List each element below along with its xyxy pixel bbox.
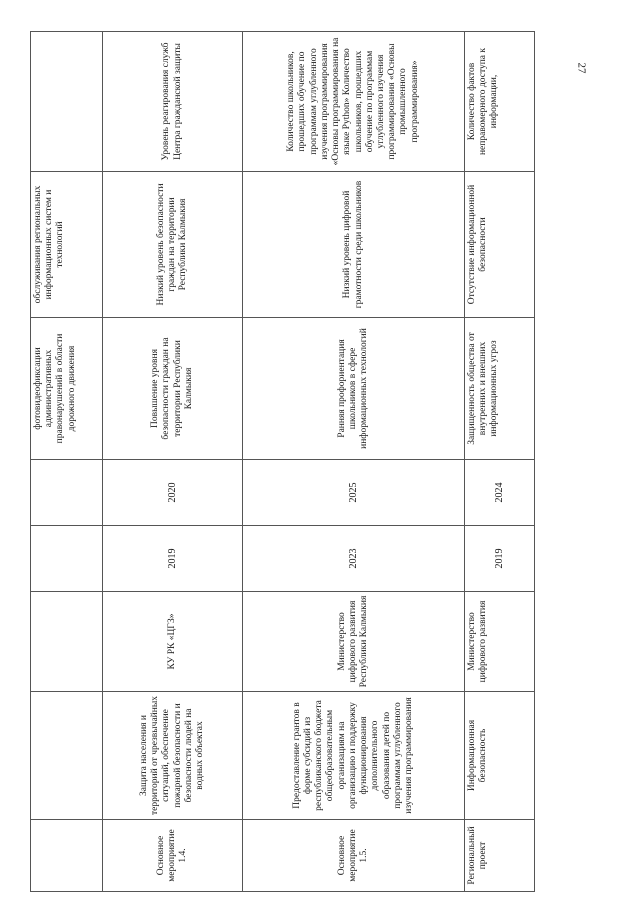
executor-cell [31, 592, 103, 692]
document-table-rotated [30, 32, 534, 892]
end-year-cell [31, 460, 103, 526]
end-year-cell: 2020 [103, 460, 243, 526]
consequence-cell: обслуживания региональных информационных систем и технологий [31, 172, 103, 318]
measure-code-cell: Основное мероприятие 1.4. [103, 820, 243, 892]
table-row [465, 32, 535, 892]
start-year-cell: 2019 [465, 526, 535, 592]
expected-result-cell: Повышение уровня безопасности граждан на территории Республики Калмыкия [103, 318, 243, 460]
measure-code-cell: Основное мероприятие 1.5. [243, 820, 465, 892]
measure-name-cell: Предоставление грантов в форме субсидий из республиканского бюджета общеобразовательным организациям на организацию и поддержку функционирования дополнительного образования детей по программам углубленного изучения программирования [243, 692, 465, 820]
page-number: 27 [575, 62, 588, 74]
end-year-cell: 2024 [465, 460, 535, 526]
measure-code-cell: Региональный проект [465, 820, 535, 892]
executor-cell: КУ РК «ЦГЗ» [103, 592, 243, 692]
expected-result-cell: Защищенность общества от внутренних и внешних информационных угроз [465, 318, 535, 460]
measure-name-cell: Защита населения и территорий от чрезвычайных ситуаций, обеспечение пожарной безопасности и безопасности людей на водных объектах [103, 692, 243, 820]
table-row [103, 32, 243, 892]
end-year-cell: 2025 [243, 460, 465, 526]
table-row [31, 32, 103, 892]
measure-name-cell [31, 692, 103, 820]
start-year-cell: 2023 [243, 526, 465, 592]
start-year-cell: 2019 [103, 526, 243, 592]
consequence-cell: Низкий уровень цифровой грамотности среди школьников [243, 172, 465, 318]
executor-cell: Министерство цифрового развития [465, 592, 535, 692]
measure-name-cell: Информационная безопасность [465, 692, 535, 820]
executor-cell: Министерство цифрового развития Республики Калмыкия [243, 592, 465, 692]
expected-result-cell: Ранняя профориентация школьников в сфере информационных технологий [243, 318, 465, 460]
indicator-cell: Количество фактов неправомерного доступа к информации, [465, 32, 535, 172]
indicator-cell: Уровень реагирования служб Центра гражданской защиты [103, 32, 243, 172]
indicator-cell [31, 32, 103, 172]
expected-result-cell: фотовидеофиксации административных правонарушений в области дорожного движения [31, 318, 103, 460]
measure-code-cell [31, 820, 103, 892]
consequence-cell: Низкий уровень безопасности граждан на территории Республики Калмыкия [103, 172, 243, 318]
program-measures-table [30, 31, 535, 892]
indicator-cell: Количество школьников, прошедших обучение по программам углубленного изучения программирования «Основы программирования на языке Python» Количество школьников, прошедших обучение по программам углубленного изучения программирования «Основы промышленного программирования» [243, 32, 465, 172]
table-row [243, 32, 465, 892]
start-year-cell [31, 526, 103, 592]
consequence-cell: Отсутствие информационной безопасности [465, 172, 535, 318]
